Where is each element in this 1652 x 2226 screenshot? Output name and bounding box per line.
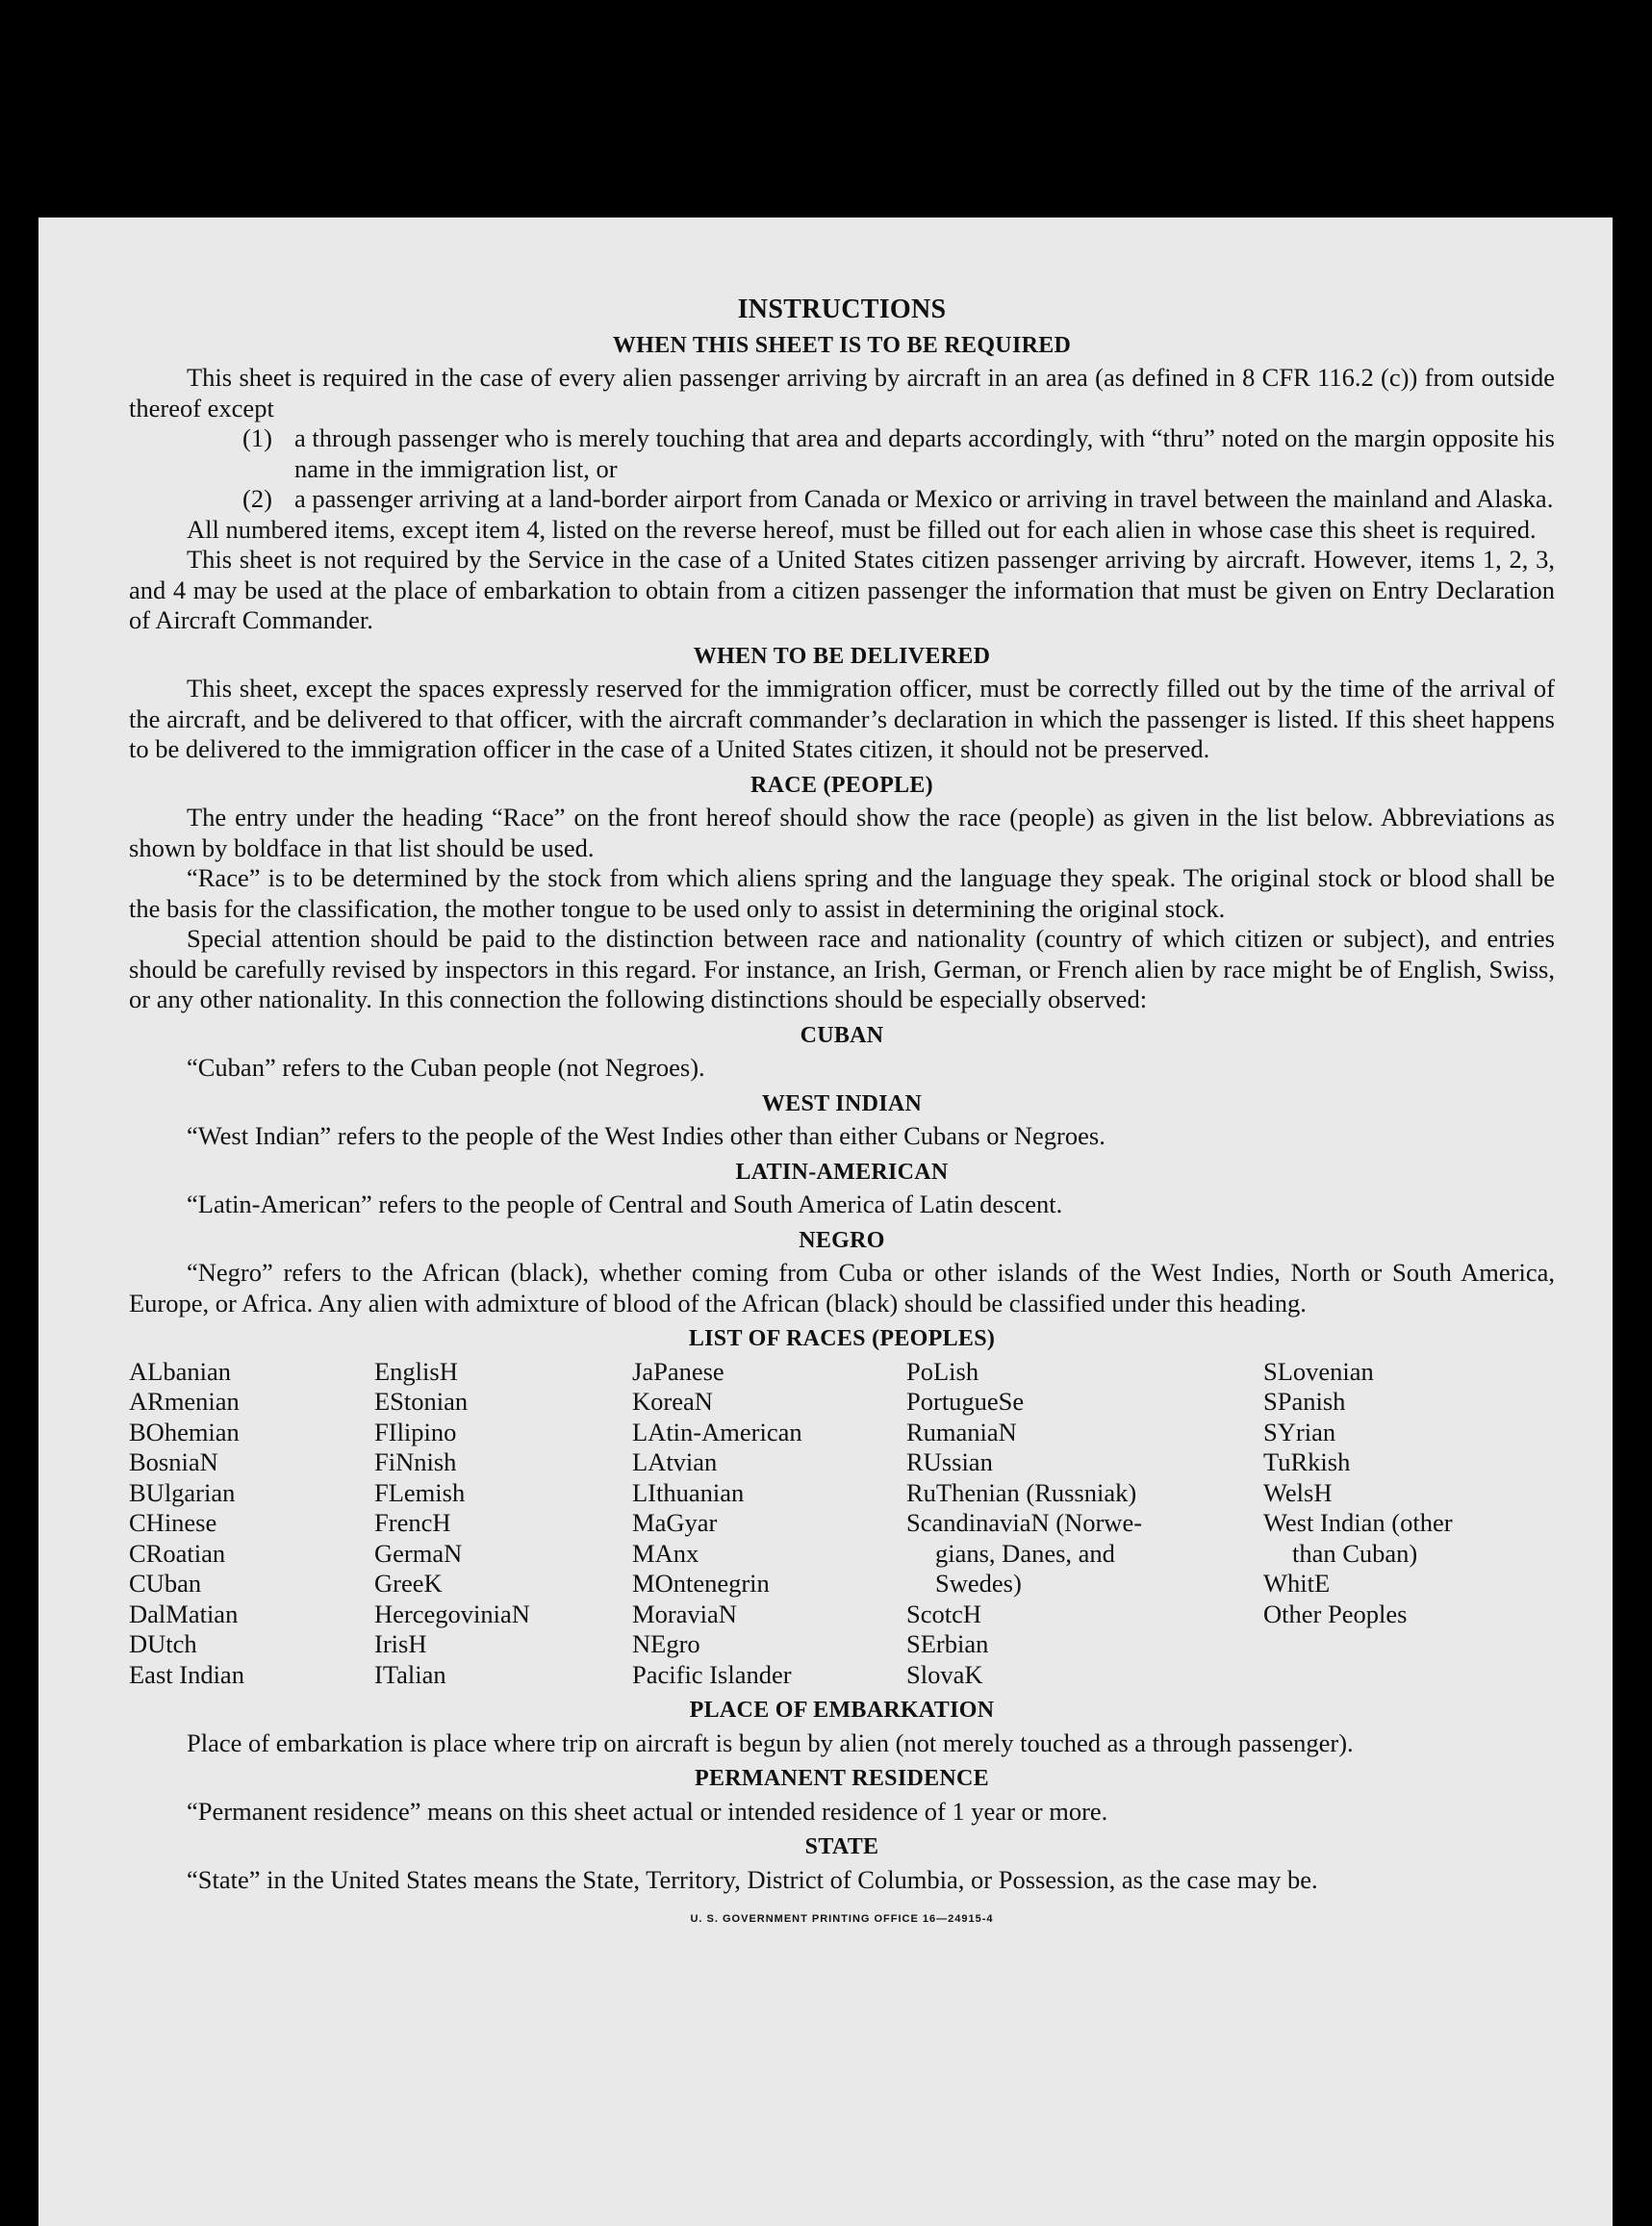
race-entry: KoreaN: [632, 1387, 713, 1416]
race-list: [129, 1357, 1555, 1691]
race-entry: SlovaK: [906, 1659, 983, 1689]
race-column-2: [374, 1357, 632, 1691]
race-entry: CRoatian: [129, 1538, 226, 1568]
paragraph-citizen: This sheet is not required by the Service in the case of a United States citizen passenger arriving by aircraft. However, items 1, 2, 3, and 4 may be used at the place of embarkation to obtain from a citizen passenger the information that must be given on Entry Declaration of Aircraft Commander.: [129, 545, 1555, 634]
race-column-4: [906, 1357, 1263, 1691]
race-entry: FIlipino: [374, 1417, 457, 1446]
race-entry: NEgro: [632, 1629, 700, 1658]
race-entry: ALbanian: [129, 1356, 231, 1386]
race-entry: MoraviaN: [632, 1599, 737, 1628]
paragraph-residence: “Permanent residence” means on this sheet actual or intended residence of 1 year or more.: [187, 1796, 1108, 1826]
heading-when-delivered: WHEN TO BE DELIVERED: [693, 643, 991, 669]
race-entry: WelsH: [1263, 1477, 1333, 1507]
paragraph-embarkation: Place of embarkation is place where trip on aircraft is begun by alien (not merely touched as a through passenger).: [187, 1727, 1354, 1757]
race-entry: ARmenian: [129, 1387, 240, 1416]
race-column-1: [129, 1357, 374, 1691]
race-entry: DUtch: [129, 1629, 197, 1658]
race-entry: WhitE: [1263, 1569, 1331, 1598]
paragraph-race-entry: The entry under the heading “Race” on the front hereof should show the race (people) as given in the list below. Abbreviations as shown by boldface in that list should be used.: [129, 803, 1555, 862]
race-entry: EStonian: [374, 1387, 469, 1416]
race-entry: FLemish: [374, 1477, 466, 1507]
race-entry: East Indian: [129, 1659, 244, 1689]
heading-negro: NEGRO: [799, 1227, 885, 1253]
race-entry: BUlgarian: [129, 1477, 236, 1507]
paragraph-cuban: “Cuban” refers to the Cuban people (not Negroes).: [187, 1053, 705, 1082]
race-entry: LAtin-American: [632, 1417, 802, 1446]
list-item-1: [242, 423, 1555, 484]
race-entry: Swedes): [935, 1569, 1022, 1598]
race-entry: than Cuban): [1292, 1538, 1418, 1568]
heading-cuban: CUBAN: [800, 1022, 884, 1048]
race-entry: PoLish: [906, 1356, 979, 1386]
race-entry: GermaN: [374, 1538, 463, 1568]
race-entry: CUban: [129, 1569, 202, 1598]
race-entry: FrencH: [374, 1508, 451, 1537]
race-entry: LIthuanian: [632, 1477, 745, 1507]
page-title: INSTRUCTIONS: [737, 294, 947, 324]
paragraph-race-definition: “Race” is to be determined by the stock from which aliens spring and the language they speak. The original stock or blood shall be the basis for the classification, the mother tongue to be used only to assist in determining the original stock.: [129, 863, 1555, 923]
list-item-2: [242, 484, 1555, 515]
race-entry: IrisH: [374, 1629, 427, 1658]
race-entry: FiNnish: [374, 1447, 457, 1476]
race-entry: Pacific Islander: [632, 1659, 792, 1689]
printer-imprint: U. S. GOVERNMENT PRINTING OFFICE 16—24915-4: [690, 1913, 994, 1925]
race-entry: SPanish: [1263, 1387, 1346, 1416]
list-item-number: (1): [242, 423, 272, 452]
race-column-5: [1263, 1357, 1555, 1691]
race-entry: MOntenegrin: [632, 1569, 770, 1598]
list-item-number: (2): [242, 484, 272, 513]
heading-place-of-embarkation: PLACE OF EMBARKATION: [689, 1698, 995, 1723]
heading-west-indian: WEST INDIAN: [761, 1090, 923, 1116]
list-item-text: a passenger arriving at a land-border airport from Canada or Mexico or arriving in travel between the mainland and Alaska.: [294, 484, 1554, 513]
heading-list-of-races: LIST OF RACES (PEOPLES): [688, 1326, 996, 1351]
race-entry: BOhemian: [129, 1417, 240, 1446]
heading-when-required: WHEN THIS SHEET IS TO BE REQUIRED: [612, 332, 1072, 358]
race-entry: ScandinaviaN (Norwe-: [906, 1508, 1143, 1537]
race-entry: HercegoviniaN: [374, 1599, 530, 1628]
race-entry: MaGyar: [632, 1508, 718, 1537]
race-entry: DalMatian: [129, 1599, 239, 1628]
paragraph-latin-american: “Latin-American” refers to the people of Central and South America of Latin descent.: [187, 1190, 1063, 1218]
heading-race: RACE (PEOPLE): [750, 772, 933, 798]
race-entry: SLovenian: [1263, 1356, 1374, 1386]
race-entry: ITalian: [374, 1659, 446, 1689]
race-entry: SYrian: [1263, 1417, 1336, 1446]
race-entry: MAnx: [632, 1538, 699, 1568]
paragraph-state: “State” in the United States means the State, Territory, District of Columbia, or Possession, as the case may be.: [187, 1864, 1318, 1894]
race-entry: CHinese: [129, 1508, 217, 1537]
race-entry: West Indian (other: [1263, 1508, 1453, 1537]
paragraph-negro: “Negro” refers to the African (black), whether coming from Cuba or other islands of the West Indies, North or South America, Europe, or Africa. Any alien with admixture of blood of the African (black) should be classified under this heading.: [129, 1258, 1555, 1318]
race-entry: GreeK: [374, 1569, 443, 1598]
race-entry: RumaniaN: [906, 1417, 1017, 1446]
race-entry: Other Peoples: [1263, 1599, 1408, 1628]
paragraph-delivery: This sheet, except the spaces expressly reserved for the immigration officer, must be correctly filled out by the time of the arrival of the aircraft, and be delivered to that officer, with the aircraft commander’s declaration in which the passenger is listed. If this sheet happens to be delivered to the immigration officer in the case of a United States citizen, it should not be preserved.: [129, 674, 1555, 763]
race-entry: ScotcH: [906, 1599, 982, 1628]
paragraph-required-intro: This sheet is required in the case of every alien passenger arriving by aircraft in an area (as defined in 8 CFR 116.2 (c)) from outside thereof except: [129, 363, 1555, 422]
race-entry: LAtvian: [632, 1447, 718, 1476]
document-page: [38, 217, 1613, 2226]
heading-state: STATE: [804, 1834, 879, 1859]
instructions-content: [129, 294, 1555, 1935]
race-entry: gians, Danes, and: [935, 1538, 1115, 1568]
race-entry: EnglisH: [374, 1356, 458, 1386]
race-entry: RuThenian (Russniak): [906, 1477, 1137, 1507]
paragraph-race-nationality: Special attention should be paid to the distinction between race and nationality (country of which citizen or subject), and entries should be carefully revised by inspectors in this regard. For instance, an Irish, German, or French alien by race might be of English, Swiss, or any other nationality. In this connection the following distinctions should be especially observed:: [129, 924, 1555, 1013]
race-entry: TuRkish: [1263, 1447, 1351, 1476]
heading-latin-american: LATIN-AMERICAN: [735, 1159, 949, 1185]
race-entry: RUssian: [906, 1447, 993, 1476]
list-item-text: a through passenger who is merely touching that area and departs accordingly, with “thru” noted on the margin opposite his name in the immigration list, or: [294, 423, 1555, 483]
race-entry: JaPanese: [632, 1356, 724, 1386]
race-column-3: [632, 1357, 906, 1691]
heading-permanent-residence: PERMANENT RESIDENCE: [695, 1766, 989, 1791]
paragraph-west-indian: “West Indian” refers to the people of the West Indies other than either Cubans or Negroes.: [187, 1121, 1106, 1150]
race-entry: SErbian: [906, 1629, 989, 1658]
race-entry: BosniaN: [129, 1447, 218, 1476]
race-entry: PortugueSe: [906, 1387, 1025, 1416]
paragraph-numbered-items: All numbered items, except item 4, listed on the reverse hereof, must be filled out for each alien in whose case this sheet is required.: [187, 514, 1537, 544]
